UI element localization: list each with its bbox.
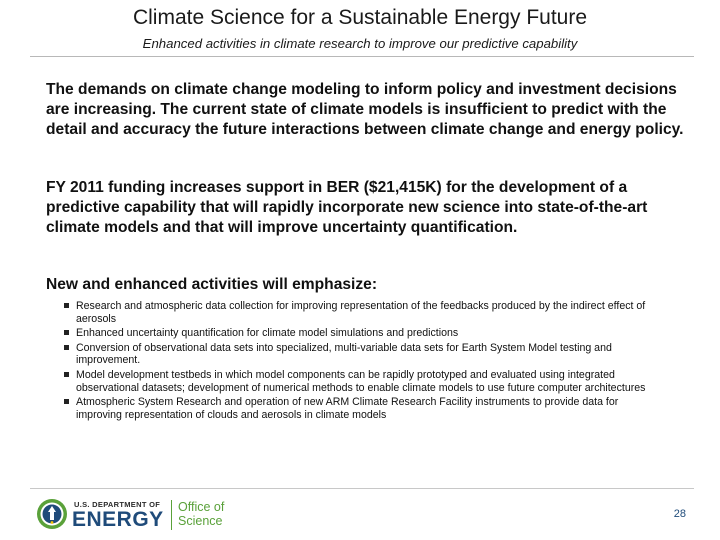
page-number: 28: [673, 508, 686, 520]
square-bullet-icon: [64, 372, 69, 377]
office-line-2: Science: [178, 514, 223, 528]
slide-title: Climate Science for a Sustainable Energy Future: [132, 6, 588, 29]
list-item-text: Enhanced uncertainty quantification for climate model simulations and predictions: [76, 327, 459, 340]
square-bullet-icon: [64, 303, 69, 308]
doe-office-of-science-logo: [36, 496, 236, 536]
list-item: [64, 327, 664, 340]
activities-list: [64, 300, 664, 423]
square-bullet-icon: [64, 345, 69, 350]
doe-seal-icon: [36, 498, 68, 530]
paragraph-activities-intro: New and enhanced activities will emphasize:: [46, 276, 378, 293]
list-item: [64, 396, 664, 421]
list-item: [64, 300, 664, 325]
office-line-1: Office of: [178, 500, 225, 514]
logo-divider: [171, 500, 172, 530]
logo-office-text: [178, 500, 238, 528]
list-item-text: Atmospheric System Research and operation of new ARM Climate Research Facility instruments to provide data for improving representation of clouds and aerosols in climate models: [76, 396, 619, 421]
logo-energy-text: ENERGY: [72, 508, 164, 531]
square-bullet-icon: [64, 399, 69, 404]
paragraph-modeling-demands: The demands on climate change modeling to inform policy and investment decisions are increasing. The current state of climate models is insufficient to predict with the detail and accuracy the future interactions between climate change and energy policy.: [46, 81, 684, 138]
title-divider: [30, 56, 694, 57]
list-item-text: Conversion of observational data sets into specialized, multi-variable data sets for Earth System Model testing and improvement.: [76, 341, 612, 367]
square-bullet-icon: [64, 330, 69, 335]
paragraph-fy2011-funding: FY 2011 funding increases support in BER ($21,415K) for the development of a predictive capability that will rapidly incorporate new science into state-of-the-art climate models and that will improve uncertainty quantification.: [46, 179, 648, 236]
slide-subtitle: Enhanced activities in climate research to improve our predictive capability: [142, 36, 578, 51]
logo-department-text: U.S. DEPARTMENT OF: [74, 500, 161, 509]
list-item: [64, 342, 664, 367]
list-item-text: Research and atmospheric data collection for improving representation of the feedbacks produced by the indirect effect of aerosols: [76, 300, 646, 325]
footer-divider: [30, 488, 694, 489]
list-item-text: Model development testbeds in which model components can be rapidly prototyped and evaluated using integrated observational datasets; development of numerical methods to enable climate models to use future computer architectures: [76, 368, 646, 394]
list-item: [64, 369, 664, 394]
